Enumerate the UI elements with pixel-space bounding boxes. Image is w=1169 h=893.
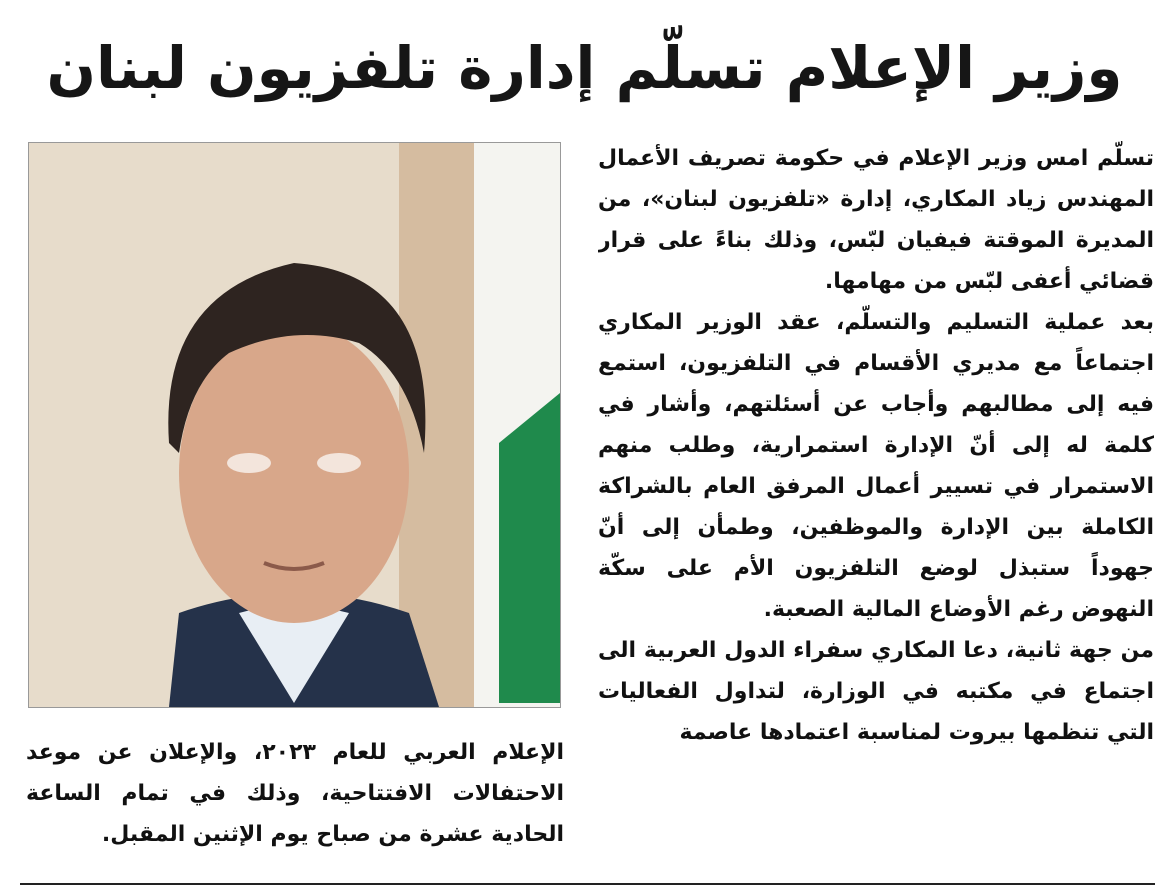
flag-cedar-icon bbox=[499, 393, 560, 703]
article-paragraph-2: بعد عملية التسليم والتسلّم، عقد الوزير المكاري اجتماعاً مع مديري الأقسام في التلفزيون، استمع فيه إلى مطالبهم وأجاب عن أسئلتهم، وأشار في كلمة له إلى أنّ الإدارة استمرارية، وطلب منهم الاستمرار في تسيير أعمال المرفق العام بالشراكة الكاملة بين الإدارة والموظفين، وطمأن إلى أنّ جهوداً ستبذل لوضع التلفزيون الأم على سكّة النهوض رغم الأوضاع المالية الصعبة. bbox=[598, 310, 1154, 622]
portrait-illustration bbox=[29, 143, 560, 707]
article-paragraph-1: تسلّم امس وزير الإعلام في حكومة تصريف الأعمال المهندس زياد المكاري، إدارة «تلفزيون لبنان»، من المديرة الموقتة فيفيان لبّس، وذلك بناءً على قرار قضائي أعفى لبّس من مهامها. bbox=[598, 146, 1154, 294]
article-paragraph-3: من جهة ثانية، دعا المكاري سفراء الدول العربية الى اجتماع في مكتبه في الوزارة، لتداول الفعاليات التي تنظمها بيروت لمناسبة اعتمادها عاصمة bbox=[598, 638, 1154, 745]
minister-photo bbox=[28, 142, 561, 708]
portrait-face bbox=[179, 323, 409, 623]
article-continuation: الإعلام العربي للعام ٢٠٢٣، والإعلان عن موعد الاحتفالات الافتتاحية، وذلك في تمام الساعة الحادية عشرة من صباح يوم الإثنين المقبل. bbox=[26, 740, 564, 847]
portrait-left-eye bbox=[227, 453, 271, 473]
article-continuation-column bbox=[26, 732, 564, 874]
portrait-right-eye bbox=[317, 453, 361, 473]
article-headline: وزير الإعلام تسلّم إدارة تلفزيون لبنان bbox=[46, 34, 1123, 102]
page-bottom-rule bbox=[20, 883, 1155, 885]
article-body-column bbox=[598, 138, 1154, 876]
